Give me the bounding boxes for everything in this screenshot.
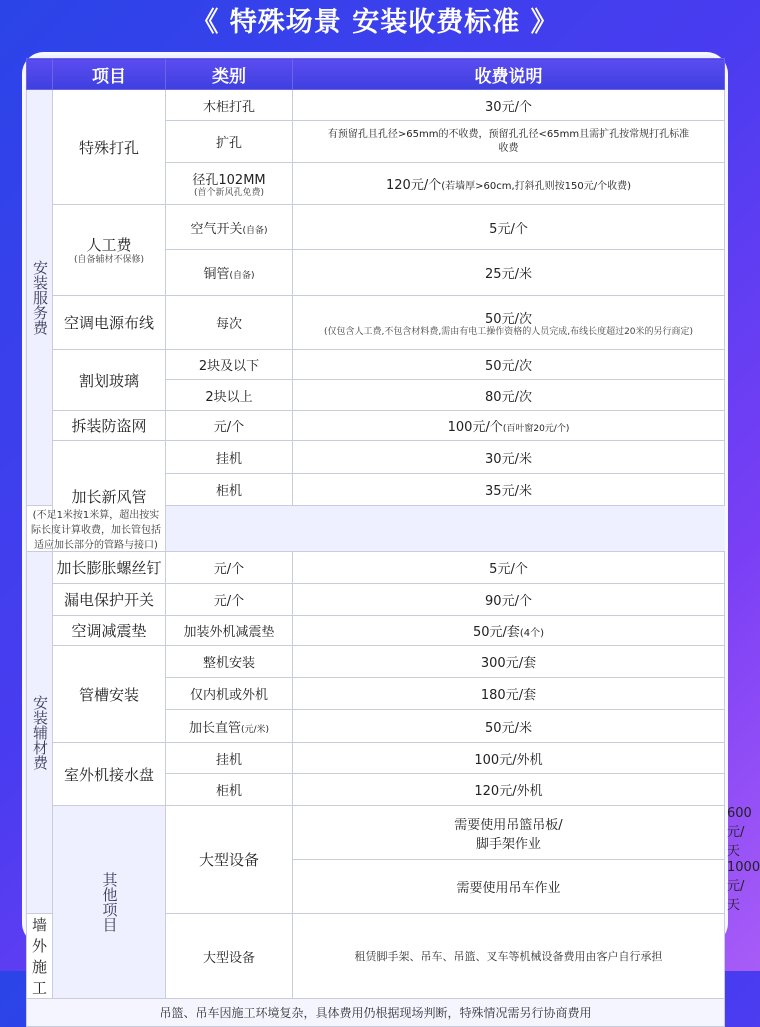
item-trough: 管槽安装 xyxy=(53,646,166,743)
table-row xyxy=(27,584,725,616)
cat-glass-1: 2块及以下 xyxy=(166,350,293,380)
fee-trough-2: 180元/套 xyxy=(293,678,725,710)
group-service: 安装服务费 xyxy=(27,90,53,506)
table-row xyxy=(27,441,725,474)
cat-tray-1: 挂机 xyxy=(166,743,293,774)
table-row xyxy=(27,296,725,350)
table-row xyxy=(27,552,725,584)
cat-leak: 元/个 xyxy=(166,584,293,616)
fee-glass-2: 80元/次 xyxy=(293,380,725,411)
fee-trough-3: 50元/米 xyxy=(293,710,725,743)
header-fee: 收费说明 xyxy=(293,59,725,90)
fee-trough-1: 300元/套 xyxy=(293,646,725,678)
page-title: 《 特殊场景 安装收费标准 》 xyxy=(191,7,559,38)
item-glass: 割划玻璃 xyxy=(53,350,166,411)
fee-table-frame xyxy=(22,52,760,1020)
cat-power: 每次 xyxy=(166,296,293,350)
cat-net: 元/个 xyxy=(166,411,293,441)
cat-ream: 扩孔 xyxy=(166,121,293,163)
table-row: 其他项目 大型设备 需要使用吊篮吊板/脚手架作业 600元/天 xyxy=(27,806,725,860)
header-category: 类别 xyxy=(166,59,293,90)
cat-glass-2: 2块以上 xyxy=(166,380,293,411)
group-aux: 安装辅材费 xyxy=(27,552,53,914)
table-row xyxy=(27,411,725,441)
cat-equip-1: 需要使用吊篮吊板/脚手架作业 xyxy=(293,806,725,860)
table-row xyxy=(27,205,725,250)
cat-trough-3: 加长直管(元/米) xyxy=(166,710,293,743)
cat-equip-2: 需要使用吊车作业 xyxy=(293,860,725,914)
item-tray: 室外机接水盘 xyxy=(53,743,166,806)
item-drill: 特殊打孔 xyxy=(53,90,166,205)
fee-copper: 25元/米 xyxy=(293,250,725,296)
fee-duct-2: 35元/米 xyxy=(293,474,725,506)
cat-pad: 加装外机减震垫 xyxy=(166,616,293,646)
fee-duct-1: 30元/米 xyxy=(293,441,725,474)
fee-screw: 5元/个 xyxy=(293,552,725,584)
table-row: 需要使用吊车作业 1000元/天 xyxy=(27,860,725,914)
cat-trough-2: 仅内机或外机 xyxy=(166,678,293,710)
item-net: 拆装防盗网 xyxy=(53,411,166,441)
table-row xyxy=(27,616,725,646)
table-row xyxy=(27,350,725,380)
cat-102mm: 径孔102MM (首个新风孔免费) xyxy=(166,163,293,205)
fee-glass-1: 50元/次 xyxy=(293,350,725,380)
fee-102mm: 120元/个(若墙厚>60cm,打斜孔则按150元/个收费) xyxy=(293,163,725,205)
header-col-group xyxy=(27,59,53,90)
fee-air-switch: 5元/个 xyxy=(293,205,725,250)
table-row xyxy=(27,90,725,121)
fee-leak: 90元/个 xyxy=(293,584,725,616)
fee-power: 50元/次 (仅包含人工费,不包含材料费,需由有电工操作资格的人员完成,布线长度超过20米的另行商定) xyxy=(293,296,725,350)
fee-tray-2: 120元/外机 xyxy=(293,774,725,806)
cat-wood-drill: 木柜打孔 xyxy=(166,90,293,121)
table-row xyxy=(27,506,725,552)
fee-pad: 50元/套(4个) xyxy=(293,616,725,646)
cat-duct-1: 挂机 xyxy=(166,441,293,474)
footer-note: 吊篮、吊车因施工环境复杂，具体费用仍根据现场判断，特殊情况需另行协商费用 xyxy=(27,999,725,1027)
fee-tray-1: 100元/外机 xyxy=(293,743,725,774)
cat-tray-2: 柜机 xyxy=(166,774,293,806)
header-item: 项目 xyxy=(53,59,166,90)
table-row xyxy=(27,646,725,678)
item-outer: 墙外施工 xyxy=(27,914,53,999)
item-equip: 大型设备 xyxy=(166,806,293,914)
table-row xyxy=(27,743,725,774)
table-header xyxy=(27,59,725,90)
table-footer xyxy=(27,999,725,1027)
fee-wood-drill: 30元/个 xyxy=(293,90,725,121)
fee-ream: 有预留孔且孔径>65mm的不收费，预留孔孔径<65mm且需扩孔按常规打孔标准收费 xyxy=(293,121,725,163)
item-leak: 漏电保护开关 xyxy=(53,584,166,616)
item-screw: 加长膨胀螺丝钉 xyxy=(53,552,166,584)
item-labor: 人工费 (自备辅材不保修) xyxy=(53,205,166,296)
duct-note: (不足1米按1米算，超出按实际长度计算收费，加长管包括适应加长部分的管路与接口) xyxy=(27,506,166,552)
cat-outer: 大型设备 xyxy=(166,914,293,999)
cat-air-switch: 空气开关(自备) xyxy=(166,205,293,250)
fee-net: 100元/个(百叶窗20元/个) xyxy=(293,411,725,441)
cat-copper: 铜管(自备) xyxy=(166,250,293,296)
fee-outer: 租赁脚手架、吊车、吊篮、叉车等机械设备费用由客户自行承担 xyxy=(293,914,725,999)
item-duct: 加长新风管 xyxy=(53,441,166,552)
item-pad: 空调减震垫 xyxy=(53,616,166,646)
cat-screw: 元/个 xyxy=(166,552,293,584)
fee-table xyxy=(26,58,760,1027)
cat-trough-1: 整机安装 xyxy=(166,646,293,678)
cat-duct-2: 柜机 xyxy=(166,474,293,506)
item-power: 空调电源布线 xyxy=(53,296,166,350)
group-other: 其他项目 xyxy=(53,806,166,999)
